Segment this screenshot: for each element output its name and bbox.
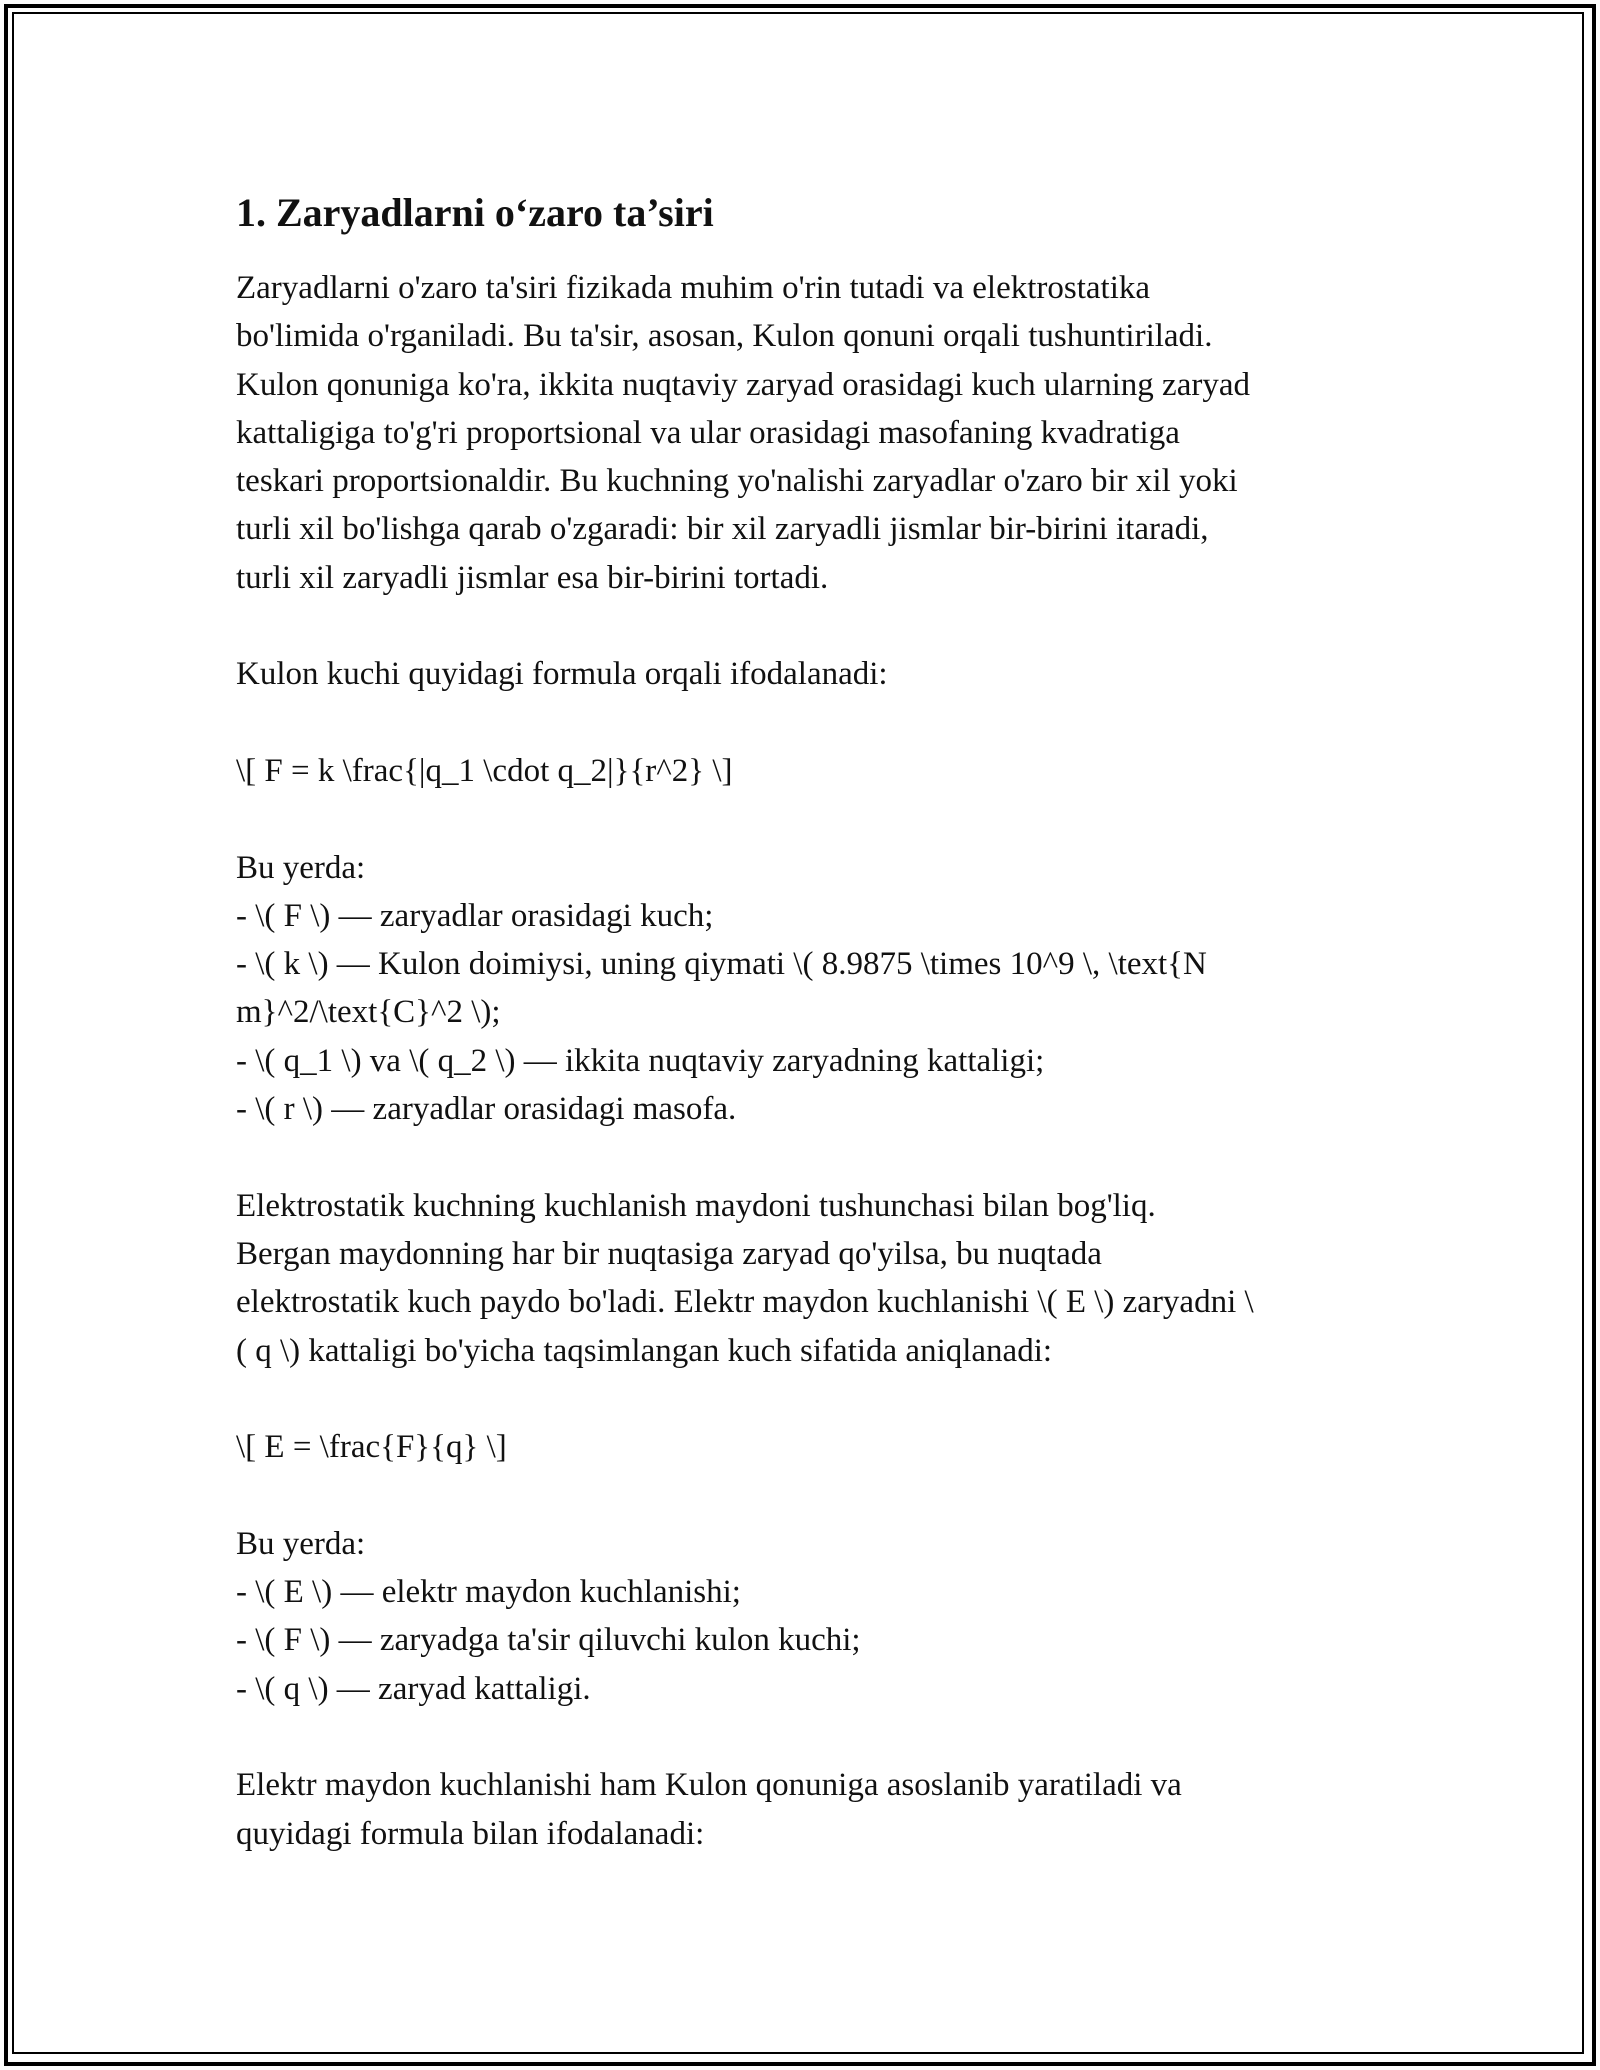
field-formula: \[ E = \frac{F}{q} \] — [236, 1429, 507, 1466]
coulomb-formula-intro: Kulon kuchi quyidagi formula orqali ifodalanadi: — [236, 656, 888, 693]
document-body — [236, 188, 1376, 1858]
coulomb-definitions-list: Bu yerda: - \( F \) — zaryadlar orasidagi kuch; - \( k \) — Kulon doimiysi, uning qiymati \( 8.9875 \times 10^9 \, \text{N m}^2/\text{C}^2 \); - \( q_1 \) va \( q_2 \) — ikkita nuqtaviy zaryadning kattaligi; - \( r \) — zaryadlar orasidagi masofa. — [236, 849, 1207, 1128]
paragraph-gap — [236, 1713, 1376, 1761]
field-intensity-paragraph: Elektrostatik kuchning kuchlanish maydoni tushunchasi bilan bog'liq. Bergan maydonning har bir nuqtasiga zaryad qo'yilsa, bu nuqtada elektrostatik kuch paydo bo'ladi. Elektr maydon kuchlanishi \( E \) zaryadni \ ( q \) kattaligi bo'yicha taqsimlangan kuch sifatida aniqlanadi: — [236, 1187, 1254, 1369]
paragraph-gap — [236, 795, 1376, 843]
paragraph-gap — [236, 1375, 1376, 1423]
paragraph-gap — [236, 699, 1376, 747]
closing-paragraph: Elektr maydon kuchlanishi ham Kulon qonuniga asoslanib yaratiladi va quyidagi formula bilan ifodalanadi: — [236, 1767, 1182, 1852]
coulomb-formula: \[ F = k \frac{|q_1 \cdot q_2|}{r^2} \] — [236, 752, 733, 789]
paragraph-gap — [236, 1133, 1376, 1181]
paragraph-gap — [236, 1471, 1376, 1519]
field-definitions-list: Bu yerda: - \( E \) — elektr maydon kuchlanishi; - \( F \) — zaryadga ta'sir qiluvchi kulon kuchi; - \( q \) — zaryad kattaligi. — [236, 1525, 861, 1707]
section-heading: 1. Zaryadlarni o‘zaro ta’siri — [236, 190, 714, 235]
intro-paragraph: Zaryadlarni o'zaro ta'siri fizikada muhim o'rin tutadi va elektrostatika bo'limida o'rganiladi. Bu ta'sir, asosan, Kulon qonuni orqali tushuntiriladi. Kulon qonuniga ko'ra, ikkita nuqtaviy zaryad orasidagi kuch ularning zaryad kattaligiga to'g'ri proportsional va ular orasidagi masofaning kvadratiga teskari proportsionaldir. Bu kuchning yo'nalishi zaryadlar o'zaro bir xil yoki turli xil bo'lishga qarab o'zgaradi: bir xil zaryadli jismlar bir-birini itaradi, turli xil zaryadli jismlar esa bir-birini tortadi. — [236, 270, 1250, 596]
paragraph-gap — [236, 602, 1376, 650]
